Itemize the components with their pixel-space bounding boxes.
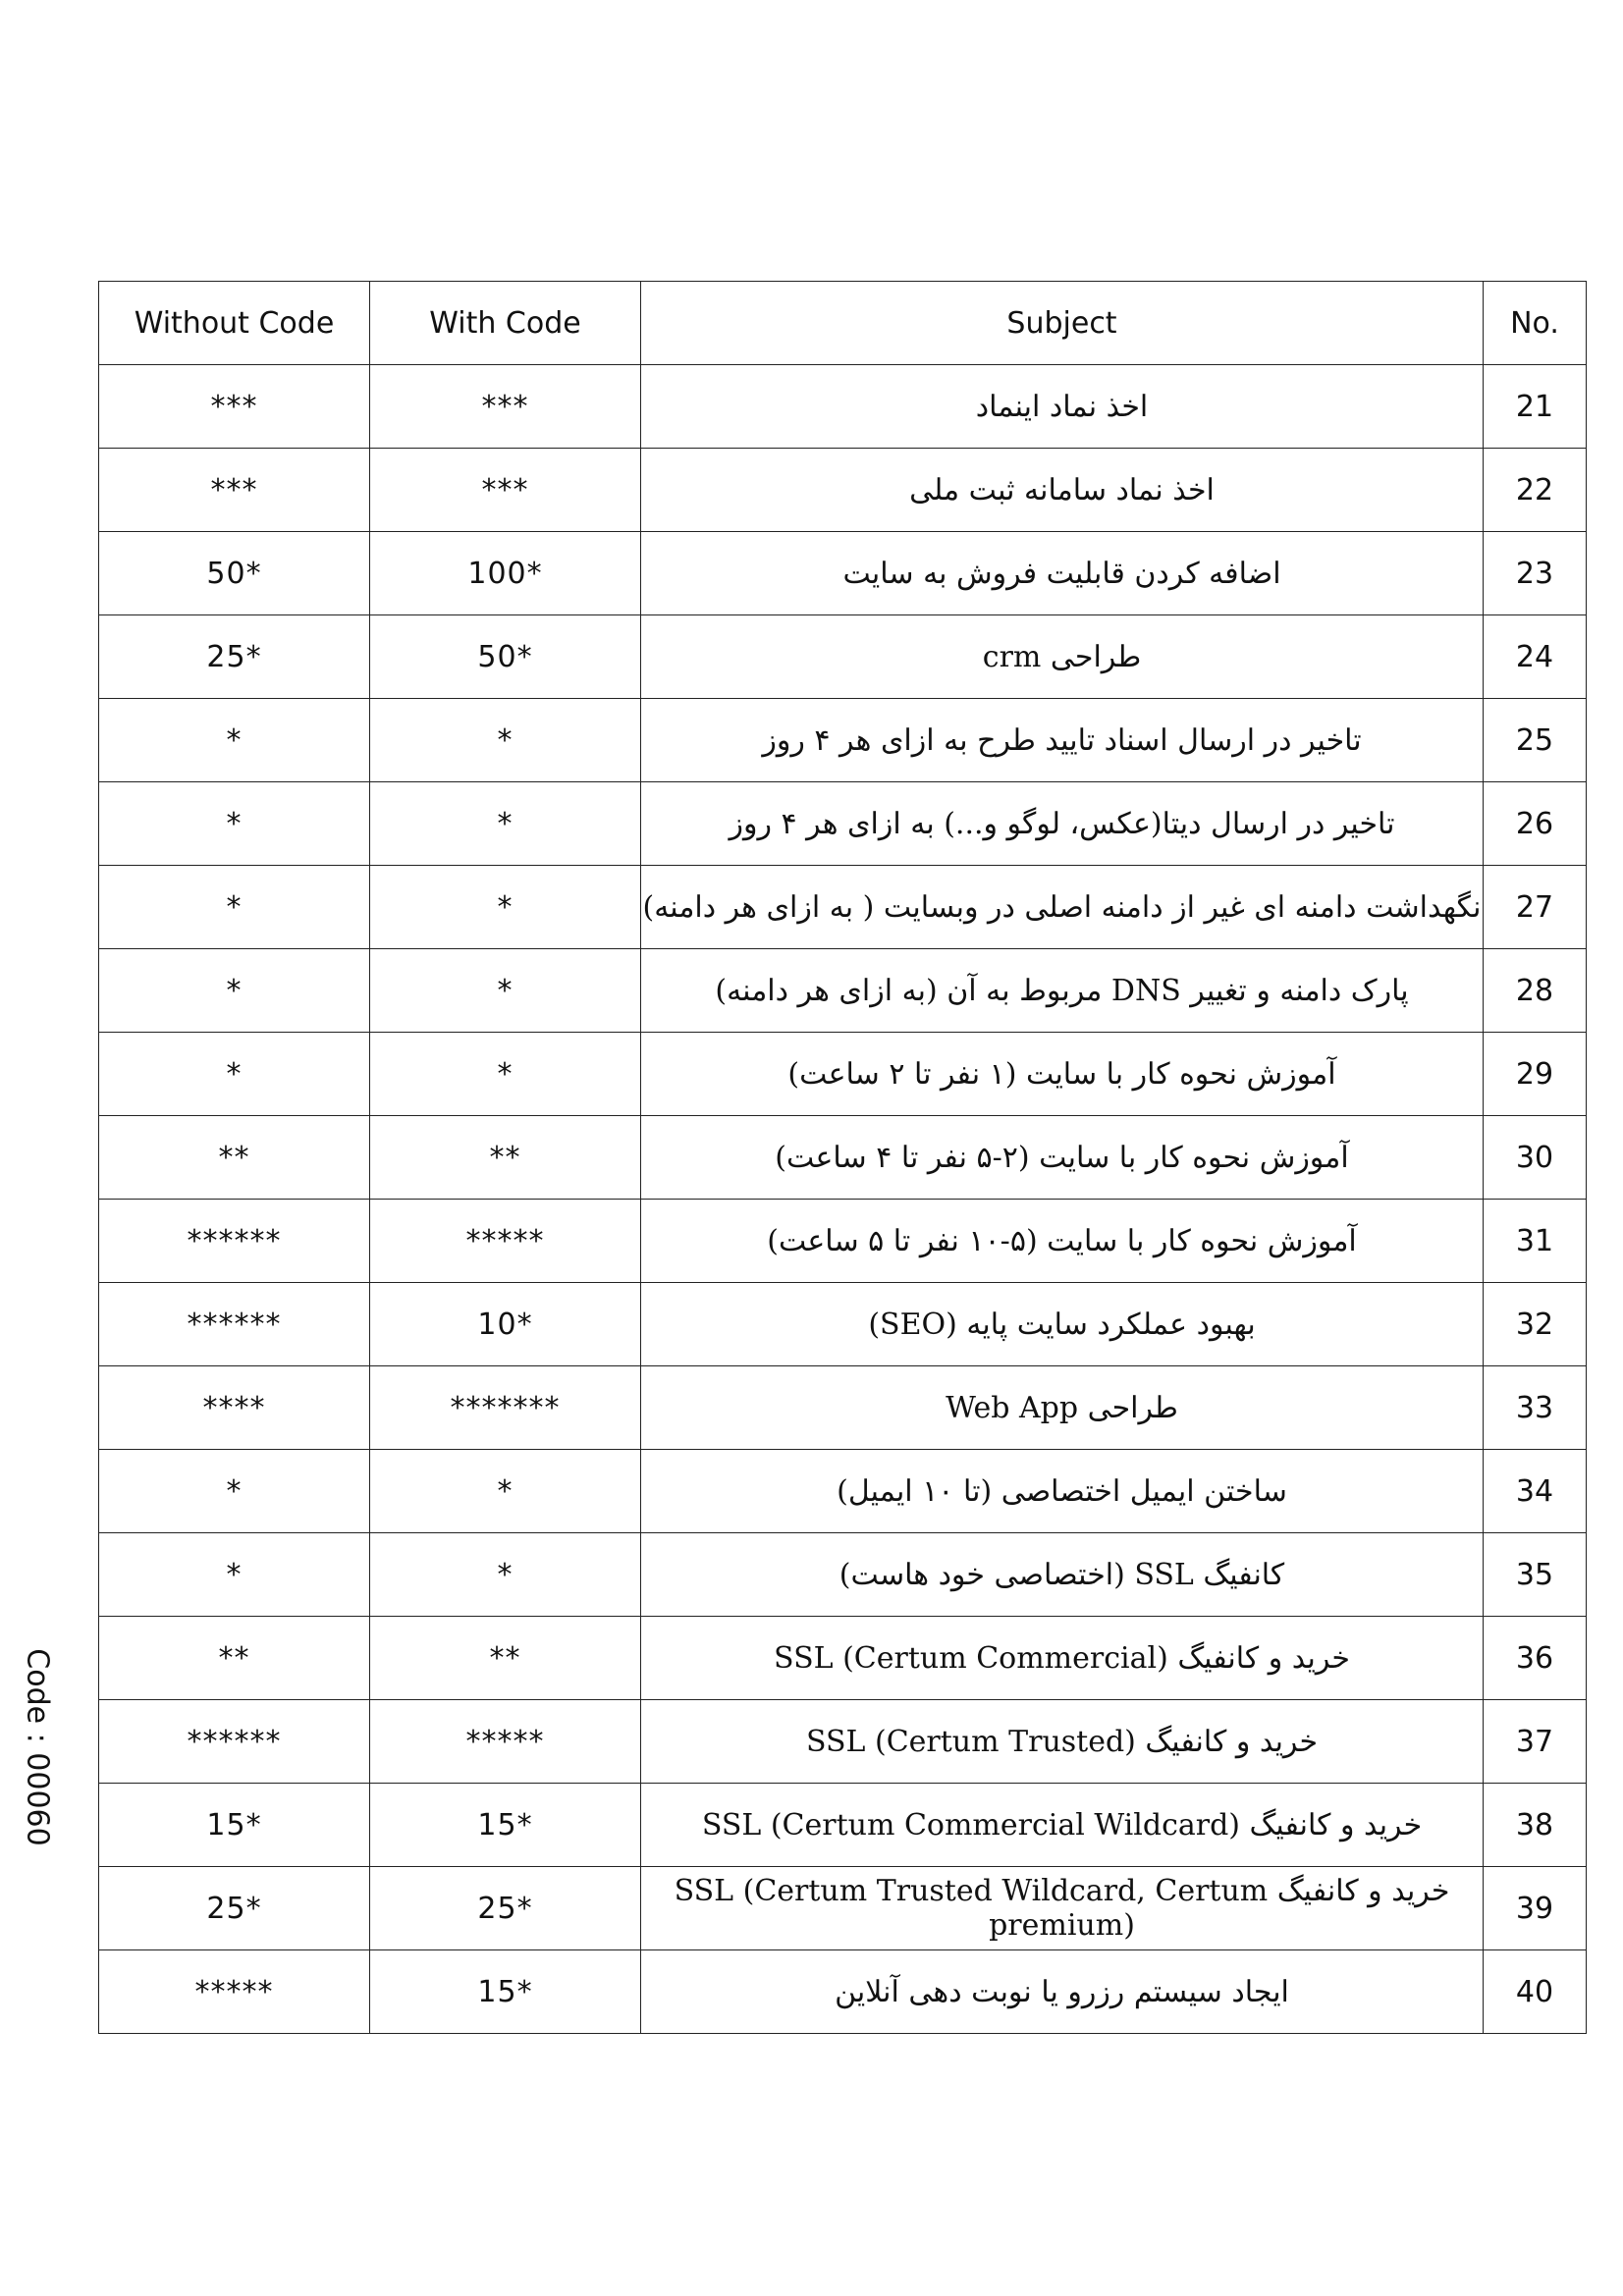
table-row: [99, 1283, 1587, 1366]
subject-cell: آموزش نحوه کار با سایت (۲-۵ نفر تا ۴ ساعت): [641, 1116, 1484, 1200]
with-code-cell: **: [370, 1116, 641, 1200]
with-code-cell: *****: [370, 1700, 641, 1784]
with-code-cell: *******: [370, 1366, 641, 1450]
subject-cell: طراحی Web App: [641, 1366, 1484, 1450]
without-code-cell: 25*: [99, 1867, 370, 1950]
with-code-cell: *: [370, 866, 641, 949]
row-number-cell: 22: [1484, 449, 1587, 532]
table-row: [99, 1116, 1587, 1200]
row-number-cell: 31: [1484, 1200, 1587, 1283]
without-code-cell: *: [99, 1533, 370, 1617]
subject-cell: خرید و کانفیگ SSL (Certum Trusted): [641, 1700, 1484, 1784]
row-number-cell: 27: [1484, 866, 1587, 949]
table-row: [99, 1784, 1587, 1867]
table-row: [99, 365, 1587, 449]
subject-cell: خرید و کانفیگ SSL (Certum Commercial): [641, 1617, 1484, 1700]
side-code-label: Code : 00060: [20, 1648, 55, 1846]
table-row: [99, 1033, 1587, 1116]
table-row: [99, 866, 1587, 949]
table-row: [99, 449, 1587, 532]
without-code-cell: *: [99, 1450, 370, 1533]
without-code-cell: *: [99, 699, 370, 782]
without-code-cell: ***: [99, 365, 370, 449]
with-code-cell: *: [370, 782, 641, 866]
table-row: [99, 1366, 1587, 1450]
with-code-cell: ***: [370, 449, 641, 532]
with-code-cell: 25*: [370, 1867, 641, 1950]
header-without-code: Without Code: [99, 282, 370, 365]
table-row: [99, 532, 1587, 615]
subject-cell: آموزش نحوه کار با سایت (۵-۱۰ نفر تا ۵ ساعت): [641, 1200, 1484, 1283]
without-code-cell: **: [99, 1116, 370, 1200]
table-row: [99, 1617, 1587, 1700]
subject-cell: خرید و کانفیگ SSL (Certum Trusted Wildcard, Certum premium): [641, 1867, 1484, 1950]
table-row: [99, 1533, 1587, 1617]
with-code-cell: *****: [370, 1200, 641, 1283]
table-row: [99, 782, 1587, 866]
without-code-cell: ****: [99, 1366, 370, 1450]
row-number-cell: 28: [1484, 949, 1587, 1033]
table-row: [99, 615, 1587, 699]
row-number-cell: 33: [1484, 1366, 1587, 1450]
with-code-cell: *: [370, 1450, 641, 1533]
subject-cell: اخذ نماد سامانه ثبت ملی: [641, 449, 1484, 532]
without-code-cell: **: [99, 1617, 370, 1700]
without-code-cell: *: [99, 782, 370, 866]
subject-cell: تاخیر در ارسال دیتا(عکس، لوگو و...) به ازای هر ۴ روز: [641, 782, 1484, 866]
row-number-cell: 23: [1484, 532, 1587, 615]
subject-cell: پارک دامنه و تغییر DNS مربوط به آن (به ازای هر دامنه): [641, 949, 1484, 1033]
header-with-code: With Code: [370, 282, 641, 365]
without-code-cell: ******: [99, 1700, 370, 1784]
table-row: [99, 949, 1587, 1033]
subject-cell: خرید و کانفیگ SSL (Certum Commercial Wildcard): [641, 1784, 1484, 1867]
with-code-cell: *: [370, 949, 641, 1033]
row-number-cell: 35: [1484, 1533, 1587, 1617]
row-number-cell: 38: [1484, 1784, 1587, 1867]
subject-cell: ایجاد سیستم رزرو یا نوبت دهی آنلاین: [641, 1950, 1484, 2034]
without-code-cell: 25*: [99, 615, 370, 699]
table-body: [99, 365, 1587, 2034]
header-subject: Subject: [641, 282, 1484, 365]
subject-cell: اخذ نماد اینماد: [641, 365, 1484, 449]
without-code-cell: *****: [99, 1950, 370, 2034]
without-code-cell: ******: [99, 1283, 370, 1366]
with-code-cell: 10*: [370, 1283, 641, 1366]
subject-cell: اضافه کردن قابلیت فروش به سایت: [641, 532, 1484, 615]
with-code-cell: *: [370, 1033, 641, 1116]
row-number-cell: 37: [1484, 1700, 1587, 1784]
without-code-cell: ***: [99, 449, 370, 532]
row-number-cell: 30: [1484, 1116, 1587, 1200]
without-code-cell: *: [99, 866, 370, 949]
with-code-cell: 15*: [370, 1784, 641, 1867]
table-row: [99, 1950, 1587, 2034]
table-row: [99, 1450, 1587, 1533]
row-number-cell: 26: [1484, 782, 1587, 866]
without-code-cell: 50*: [99, 532, 370, 615]
header-row: [99, 282, 1587, 365]
subject-cell: ساختن ایمیل اختصاصی (تا ۱۰ ایمیل): [641, 1450, 1484, 1533]
row-number-cell: 34: [1484, 1450, 1587, 1533]
table-row: [99, 1700, 1587, 1784]
row-number-cell: 21: [1484, 365, 1587, 449]
without-code-cell: *: [99, 949, 370, 1033]
row-number-cell: 39: [1484, 1867, 1587, 1950]
subject-cell: بهبود عملکرد سایت پایه (SEO): [641, 1283, 1484, 1366]
row-number-cell: 25: [1484, 699, 1587, 782]
price-table: [98, 281, 1587, 2034]
table-header: [99, 282, 1587, 365]
row-number-cell: 32: [1484, 1283, 1587, 1366]
subject-cell: طراحی crm: [641, 615, 1484, 699]
without-code-cell: *: [99, 1033, 370, 1116]
with-code-cell: *: [370, 1533, 641, 1617]
subject-cell: تاخیر در ارسال اسناد تایید طرح به ازای هر ۴ روز: [641, 699, 1484, 782]
without-code-cell: 15*: [99, 1784, 370, 1867]
table-row: [99, 1200, 1587, 1283]
row-number-cell: 36: [1484, 1617, 1587, 1700]
subject-cell: آموزش نحوه کار با سایت (۱ نفر تا ۲ ساعت): [641, 1033, 1484, 1116]
with-code-cell: 15*: [370, 1950, 641, 2034]
row-number-cell: 40: [1484, 1950, 1587, 2034]
table-row: [99, 1867, 1587, 1950]
subject-cell: نگهداشت دامنه ای غیر از دامنه اصلی در وبسایت ( به ازای هر دامنه): [641, 866, 1484, 949]
header-no: No.: [1484, 282, 1587, 365]
with-code-cell: **: [370, 1617, 641, 1700]
subject-cell: کانفیگ SSL (اختصاصی خود هاست): [641, 1533, 1484, 1617]
with-code-cell: ***: [370, 365, 641, 449]
with-code-cell: 50*: [370, 615, 641, 699]
with-code-cell: *: [370, 699, 641, 782]
row-number-cell: 29: [1484, 1033, 1587, 1116]
row-number-cell: 24: [1484, 615, 1587, 699]
with-code-cell: 100*: [370, 532, 641, 615]
table-row: [99, 699, 1587, 782]
without-code-cell: ******: [99, 1200, 370, 1283]
